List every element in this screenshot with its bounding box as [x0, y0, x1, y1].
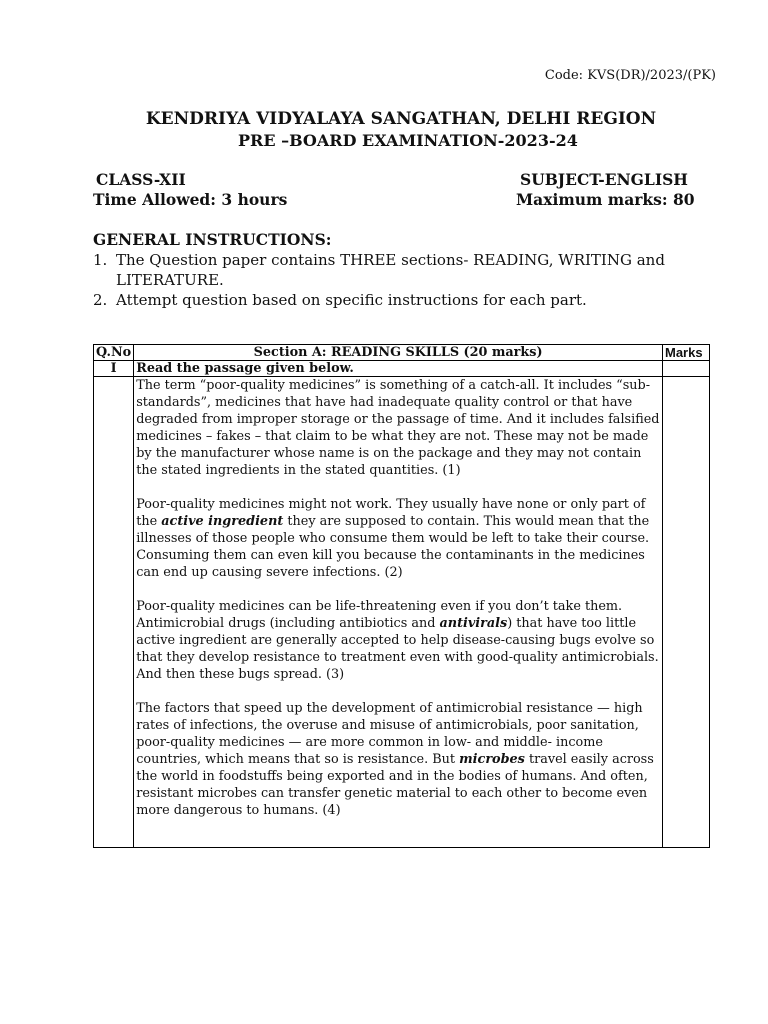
- marks-cell: [663, 377, 710, 848]
- emphasis-text: microbes: [459, 752, 525, 767]
- table-header-row: [94, 345, 710, 361]
- question-table: [93, 344, 710, 848]
- instruction-text: Attempt question based on specific instructions for each part.: [116, 291, 587, 309]
- passage-paragraph-2: Poor-quality medicines might not work. They usually have none or only part of the active ingredient they are supposed to contain. This would mean that the illnesses of those people who consume them would be left to take their course. Consuming them can even kill you because the contaminants in the medicines can end up causing severe infections. (2): [136, 497, 650, 580]
- instruction-item: [93, 290, 673, 310]
- qno-cell: [94, 377, 134, 848]
- instruction-item: [93, 250, 673, 290]
- question-number: I: [94, 361, 134, 377]
- section-header: Section A: READING SKILLS (20 marks): [134, 345, 663, 361]
- exam-title: PRE –BOARD EXAMINATION-2023-24: [238, 131, 578, 150]
- question-instruction: Read the passage given below.: [134, 361, 663, 377]
- table-row: [94, 377, 710, 848]
- table-row: [94, 361, 710, 377]
- time-allowed: Time Allowed: 3 hours: [93, 190, 288, 209]
- qno-header: Q.No: [94, 345, 134, 361]
- instruction-text: The Question paper contains THREE sections- READING, WRITING and LITERATURE.: [116, 251, 665, 289]
- passage-paragraph-3: Poor-quality medicines can be life-threatening even if you don’t take them. Antimicrobial drugs (including antibiotics and antivirals) that have too little active ingredient are generally accepted to help disease-causing bugs evolve so that they develop resistance to treatment even with good-quality antimicrobials. And then these bugs spread. (3): [136, 599, 659, 682]
- organization-title: KENDRIYA VIDYALAYA SANGATHAN, DELHI REGION: [145, 109, 657, 129]
- document-code: Code: KVS(DR)/2023/(PK): [544, 68, 716, 83]
- class-label: CLASS-XII: [96, 170, 186, 189]
- passage-cell: [134, 377, 663, 848]
- marks-cell: [663, 361, 710, 377]
- emphasis-text: active ingredient: [161, 514, 284, 529]
- instruction-number: 1.: [93, 251, 108, 269]
- passage-paragraph-4: The factors that speed up the development of antimicrobial resistance — high rates of infections, the overuse and misuse of antimicrobials, poor sanitation, poor-quality medicines — are more common in low- and middle- income countries, which means that so is resistance. But microbes travel easily across the world in foodstuffs being exported and in the bodies of humans. And often, resistant microbes can transfer genetic material to each other to become even more dangerous to humans. (4): [136, 701, 654, 818]
- passage-paragraph-1: The term “poor-quality medicines” is something of a catch-all. It includes “sub-standards”, medicines that have had inadequate quality control or that have degraded from improper storage or the passage of time. And it includes falsified medicines – fakes – that claim to be what they are not. These may not be made by the manufacturer whose name is on the package and they may not contain the stated ingredients in the stated quantities. (1): [136, 378, 660, 478]
- emphasis-text: antivirals: [439, 616, 508, 631]
- maximum-marks: Maximum marks: 80: [516, 190, 695, 209]
- instruction-number: 2.: [93, 291, 108, 309]
- marks-header: Marks: [663, 345, 710, 361]
- subject-label: SUBJECT-ENGLISH: [520, 170, 688, 189]
- instructions-heading: GENERAL INSTRUCTIONS:: [93, 230, 332, 249]
